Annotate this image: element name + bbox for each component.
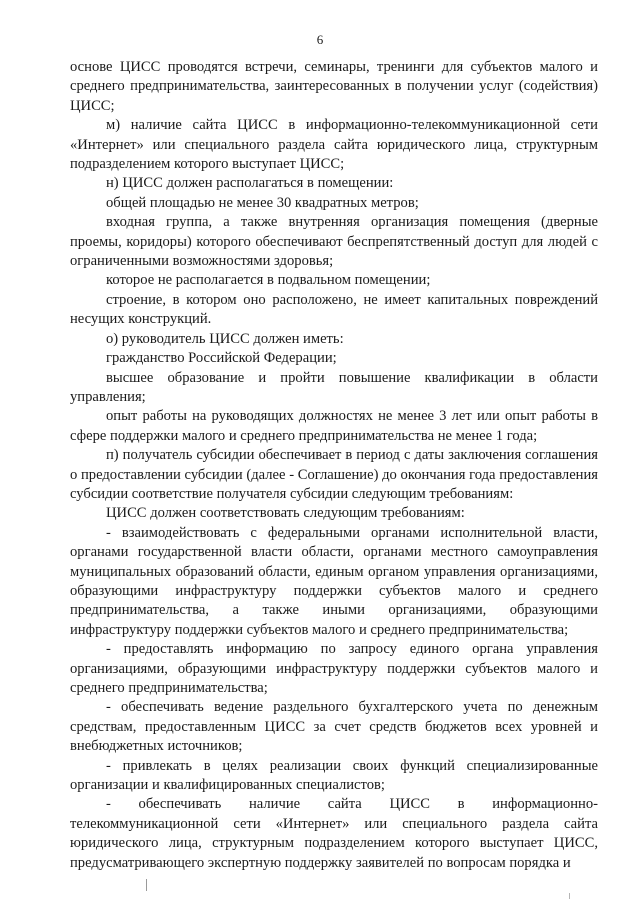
paragraph-citizenship: гражданство Российской Федерации;: [106, 350, 337, 367]
paragraph-requirements-intro: ЦИСС должен соответствовать следующим требованиям:: [106, 505, 465, 522]
scan-mark: [146, 879, 147, 891]
paragraph-premises-access: входная группа, а также внутренняя организация помещения (дверные проемы, коридоры) которого обеспечивают беспрепятственный доступ для людей с ограниченными возможностями здоровья;: [70, 214, 598, 270]
paragraph-item-p: п) получатель субсидии обеспечивает в период с даты заключения соглашения о предоставлении субсидии (далее - Соглашение) до окончания года предоставления субсидии соответствие получателя субсидии следующим требованиям:: [70, 447, 598, 502]
paragraph-item-n: н) ЦИСС должен располагаться в помещении:: [106, 175, 394, 192]
paragraph-continuation: основе ЦИСС проводятся встречи, семинары, тренинги для субъектов малого и среднего предпринимательства, заинтересованных в получении услуг (содействия) ЦИСС;: [70, 59, 598, 114]
document-body: [70, 58, 598, 873]
paragraph-requirement-accounting: - обеспечивать ведение раздельного бухгалтерского учета по денежным средствам, предоставленным ЦИСС за счет средств бюджетов всех уровней и внебюджетных источников;: [70, 699, 598, 755]
page-number: 6: [316, 32, 324, 47]
paragraph-premises-basement: которое не располагается в подвальном помещении;: [106, 272, 431, 289]
paragraph-premises-building: строение, в котором оно расположено, не имеет капитальных повреждений несущих конструкций.: [70, 291, 598, 328]
paragraph-item-o: о) руководитель ЦИСС должен иметь:: [106, 330, 344, 347]
scan-mark: [569, 893, 570, 899]
paragraph-requirement-interact: - взаимодействовать с федеральными органами исполнительной власти, органами государственной власти области, органами местного самоуправления муниципальных образований области, единым органом управления организациями, образующими инфраструктуру поддержки субъектов малого и среднего предпринимательства, а также иными организациями, образующими инфраструктуру поддержки субъектов малого и среднего предпринимательства;: [70, 524, 598, 638]
paragraph-requirement-inform: - предоставлять информацию по запросу единого органа управления организациями, образующими инфраструктуру поддержки субъектов малого и среднего предпринимательства;: [70, 641, 598, 696]
paragraph-education: высшее образование и пройти повышение квалификации в области управления;: [70, 369, 598, 405]
paragraph-requirement-website: - обеспечивать наличие сайта ЦИСС в информационно-телекоммуникационной сети «Интернет» или специального раздела сайта юридического лица, структурным подразделением которого выступает ЦИСС, предусматривающего экспертную поддержку заявителей по вопросам порядка и: [70, 796, 598, 871]
paragraph-item-m: м) наличие сайта ЦИСС в информационно-телекоммуникационной сети «Интернет» или специального раздела сайта юридического лица, структурным подразделением которого выступает ЦИСС;: [70, 117, 598, 173]
paragraph-requirement-specialists: - привлекать в целях реализации своих функций специализированные организации и квалифицированных специалистов;: [70, 757, 598, 794]
paragraph-premises-area: общей площадью не менее 30 квадратных метров;: [106, 194, 419, 211]
paragraph-experience: опыт работы на руководящих должностях не менее 3 лет или опыт работы в сфере поддержки малого и среднего предпринимательства не менее 1 года;: [70, 408, 598, 444]
